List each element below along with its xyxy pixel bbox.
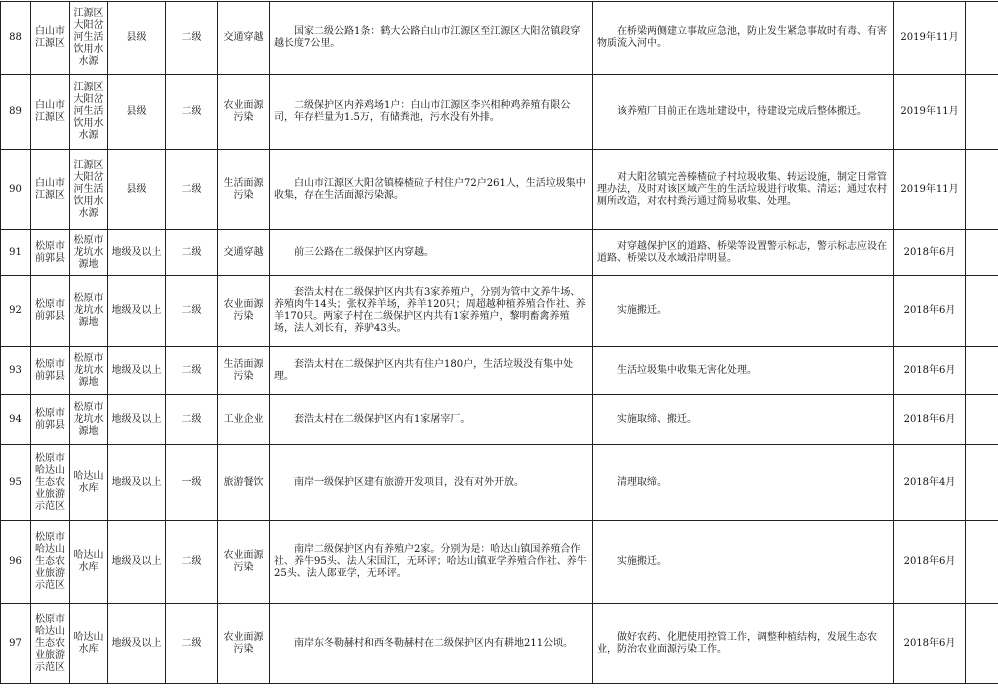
table-row <box>1 347 998 395</box>
row-number: 97 <box>1 604 31 684</box>
level-cell: 县级 <box>108 75 166 150</box>
deadline-cell: 2018年6月 <box>894 521 966 604</box>
table-row <box>1 521 998 604</box>
problem-cell: 国家二级公路1条：鹤大公路白山市江源区至江源区大阳岔镇段穿越长度7公里。 <box>270 2 593 75</box>
remediation-table <box>0 1 998 684</box>
deadline-cell: 2019年11月 <box>894 75 966 150</box>
level-cell: 地级及以上 <box>108 276 166 347</box>
city-cell: 松原市哈达山生态农业旅游示范区 <box>31 521 70 604</box>
measure-cell: 清理取缔。 <box>593 445 894 521</box>
problem-cell: 南岸二级保护区内有养殖户2家。分别为是：哈达山镇国养殖合作社、养牛95头、法人宋国江，无环评；哈达山镇亚学养殖合作社、养牛25头、法人郎亚学，无环评。 <box>270 521 593 604</box>
zone-cell: 二级 <box>166 347 218 395</box>
category-cell: 交通穿越 <box>218 2 270 75</box>
remark-cell <box>966 521 998 604</box>
deadline-cell: 2018年4月 <box>894 445 966 521</box>
level-cell: 地级及以上 <box>108 521 166 604</box>
remark-cell <box>966 276 998 347</box>
table-row <box>1 604 998 684</box>
zone-cell: 二级 <box>166 2 218 75</box>
problem-cell: 南岸一级保护区建有旅游开发项目，没有对外开放。 <box>270 445 593 521</box>
city-cell: 松原市前郭县 <box>31 395 70 445</box>
city-cell: 松原市前郭县 <box>31 347 70 395</box>
measure-cell: 在桥梁两侧建立事故应急池，防止发生紧急事故时有毒、有害物质流入河中。 <box>593 2 894 75</box>
water-source-cell: 哈达山水库 <box>70 445 108 521</box>
measure-cell: 生活垃圾集中收集无害化处理。 <box>593 347 894 395</box>
problem-cell: 前三公路在二级保护区内穿越。 <box>270 230 593 276</box>
row-number: 95 <box>1 445 31 521</box>
water-source-cell: 松原市龙坑水源地 <box>70 347 108 395</box>
row-number: 96 <box>1 521 31 604</box>
city-cell: 白山市江源区 <box>31 150 70 230</box>
table-row <box>1 395 998 445</box>
measure-cell: 该养殖厂目前正在选址建设中，待建设完成后整体搬迁。 <box>593 75 894 150</box>
city-cell: 松原市前郭县 <box>31 230 70 276</box>
remark-cell <box>966 75 998 150</box>
category-cell: 农业面源污染 <box>218 604 270 684</box>
city-cell: 白山市江源区 <box>31 2 70 75</box>
deadline-cell: 2019年11月 <box>894 2 966 75</box>
remark-cell <box>966 604 998 684</box>
water-source-cell: 江源区大阳岔河生活饮用水水源 <box>70 75 108 150</box>
deadline-cell: 2019年11月 <box>894 150 966 230</box>
problem-cell: 套浩太村在二级保护区内共有住户180户，生活垃圾没有集中处理。 <box>270 347 593 395</box>
table-row <box>1 445 998 521</box>
category-cell: 农业面源污染 <box>218 75 270 150</box>
remark-cell <box>966 230 998 276</box>
table-row <box>1 276 998 347</box>
measure-cell: 实施搬迁。 <box>593 521 894 604</box>
remark-cell <box>966 150 998 230</box>
table-row <box>1 230 998 276</box>
deadline-cell: 2018年6月 <box>894 395 966 445</box>
deadline-cell: 2018年6月 <box>894 347 966 395</box>
remark-cell <box>966 395 998 445</box>
table-row <box>1 150 998 230</box>
remark-cell <box>966 445 998 521</box>
remark-cell <box>966 2 998 75</box>
measure-cell: 实施取缔、搬迁。 <box>593 395 894 445</box>
measure-cell: 对大阳岔镇完善榛楂砬子村垃圾收集、转运设施，制定日常管理办法，及时对该区域产生的生活垃圾进行收集、清运；通过农村厕所改造，对农村粪污通过简易收集、处理。 <box>593 150 894 230</box>
problem-cell: 白山市江源区大阳岔镇榛楂砬子村住户72户261人，生活垃圾集中收集，存在生活面源污染源。 <box>270 150 593 230</box>
table-row <box>1 2 998 75</box>
remark-cell <box>966 347 998 395</box>
water-source-cell: 哈达山水库 <box>70 521 108 604</box>
row-number: 89 <box>1 75 31 150</box>
zone-cell: 一级 <box>166 445 218 521</box>
table-row <box>1 75 998 150</box>
measure-cell: 实施搬迁。 <box>593 276 894 347</box>
level-cell: 地级及以上 <box>108 445 166 521</box>
category-cell: 农业面源污染 <box>218 276 270 347</box>
water-source-cell: 松原市龙坑水源地 <box>70 395 108 445</box>
category-cell: 交通穿越 <box>218 230 270 276</box>
row-number: 94 <box>1 395 31 445</box>
zone-cell: 二级 <box>166 75 218 150</box>
level-cell: 地级及以上 <box>108 230 166 276</box>
problem-cell: 南岸东冬勒赫村和西冬勒赫村在二级保护区内有耕地211公顷。 <box>270 604 593 684</box>
measure-cell: 对穿越保护区的道路、桥梁等设置警示标志，警示标志应设在道路、桥梁以及水域沿岸明显。 <box>593 230 894 276</box>
zone-cell: 二级 <box>166 150 218 230</box>
zone-cell: 二级 <box>166 276 218 347</box>
zone-cell: 二级 <box>166 395 218 445</box>
level-cell: 地级及以上 <box>108 604 166 684</box>
deadline-cell: 2018年6月 <box>894 604 966 684</box>
category-cell: 旅游餐饮 <box>218 445 270 521</box>
row-number: 92 <box>1 276 31 347</box>
water-source-cell: 松原市龙坑水源地 <box>70 230 108 276</box>
problem-cell: 套浩太村在二级保护区内有1家屠宰厂。 <box>270 395 593 445</box>
city-cell: 松原市哈达山生态农业旅游示范区 <box>31 604 70 684</box>
measure-cell: 做好农药、化肥使用控管工作，调整种植结构，发展生态农业，防治农业面源污染工作。 <box>593 604 894 684</box>
category-cell: 工业企业 <box>218 395 270 445</box>
water-source-cell: 哈达山水库 <box>70 604 108 684</box>
problem-cell: 套浩太村在二级保护区内共有3家养殖户，分别为管中文养牛场、养殖肉牛14头；张权养羊场，养羊120只；周超越种植养殖合作社、养羊170只。两家子村在二级保护区内共有1家养殖户，黎明畜禽养殖场，法人刘长有，养驴43头。 <box>270 276 593 347</box>
level-cell: 地级及以上 <box>108 395 166 445</box>
zone-cell: 二级 <box>166 604 218 684</box>
row-number: 91 <box>1 230 31 276</box>
water-source-cell: 江源区大阳岔河生活饮用水水源 <box>70 150 108 230</box>
problem-cell: 二级保护区内养鸡场1户：白山市江源区李兴相种鸡养殖有限公司，年存栏量为1.5万，有储粪池，污水没有外排。 <box>270 75 593 150</box>
deadline-cell: 2018年6月 <box>894 230 966 276</box>
water-source-cell: 江源区大阳岔河生活饮用水水源 <box>70 2 108 75</box>
zone-cell: 二级 <box>166 521 218 604</box>
row-number: 93 <box>1 347 31 395</box>
row-number: 88 <box>1 2 31 75</box>
level-cell: 县级 <box>108 150 166 230</box>
deadline-cell: 2018年6月 <box>894 276 966 347</box>
zone-cell: 二级 <box>166 230 218 276</box>
category-cell: 农业面源污染 <box>218 521 270 604</box>
row-number: 90 <box>1 150 31 230</box>
category-cell: 生活面源污染 <box>218 150 270 230</box>
water-source-cell: 松原市龙坑水源地 <box>70 276 108 347</box>
city-cell: 松原市前郭县 <box>31 276 70 347</box>
city-cell: 白山市江源区 <box>31 75 70 150</box>
city-cell: 松原市哈达山生态农业旅游示范区 <box>31 445 70 521</box>
level-cell: 县级 <box>108 2 166 75</box>
level-cell: 地级及以上 <box>108 347 166 395</box>
category-cell: 生活面源污染 <box>218 347 270 395</box>
